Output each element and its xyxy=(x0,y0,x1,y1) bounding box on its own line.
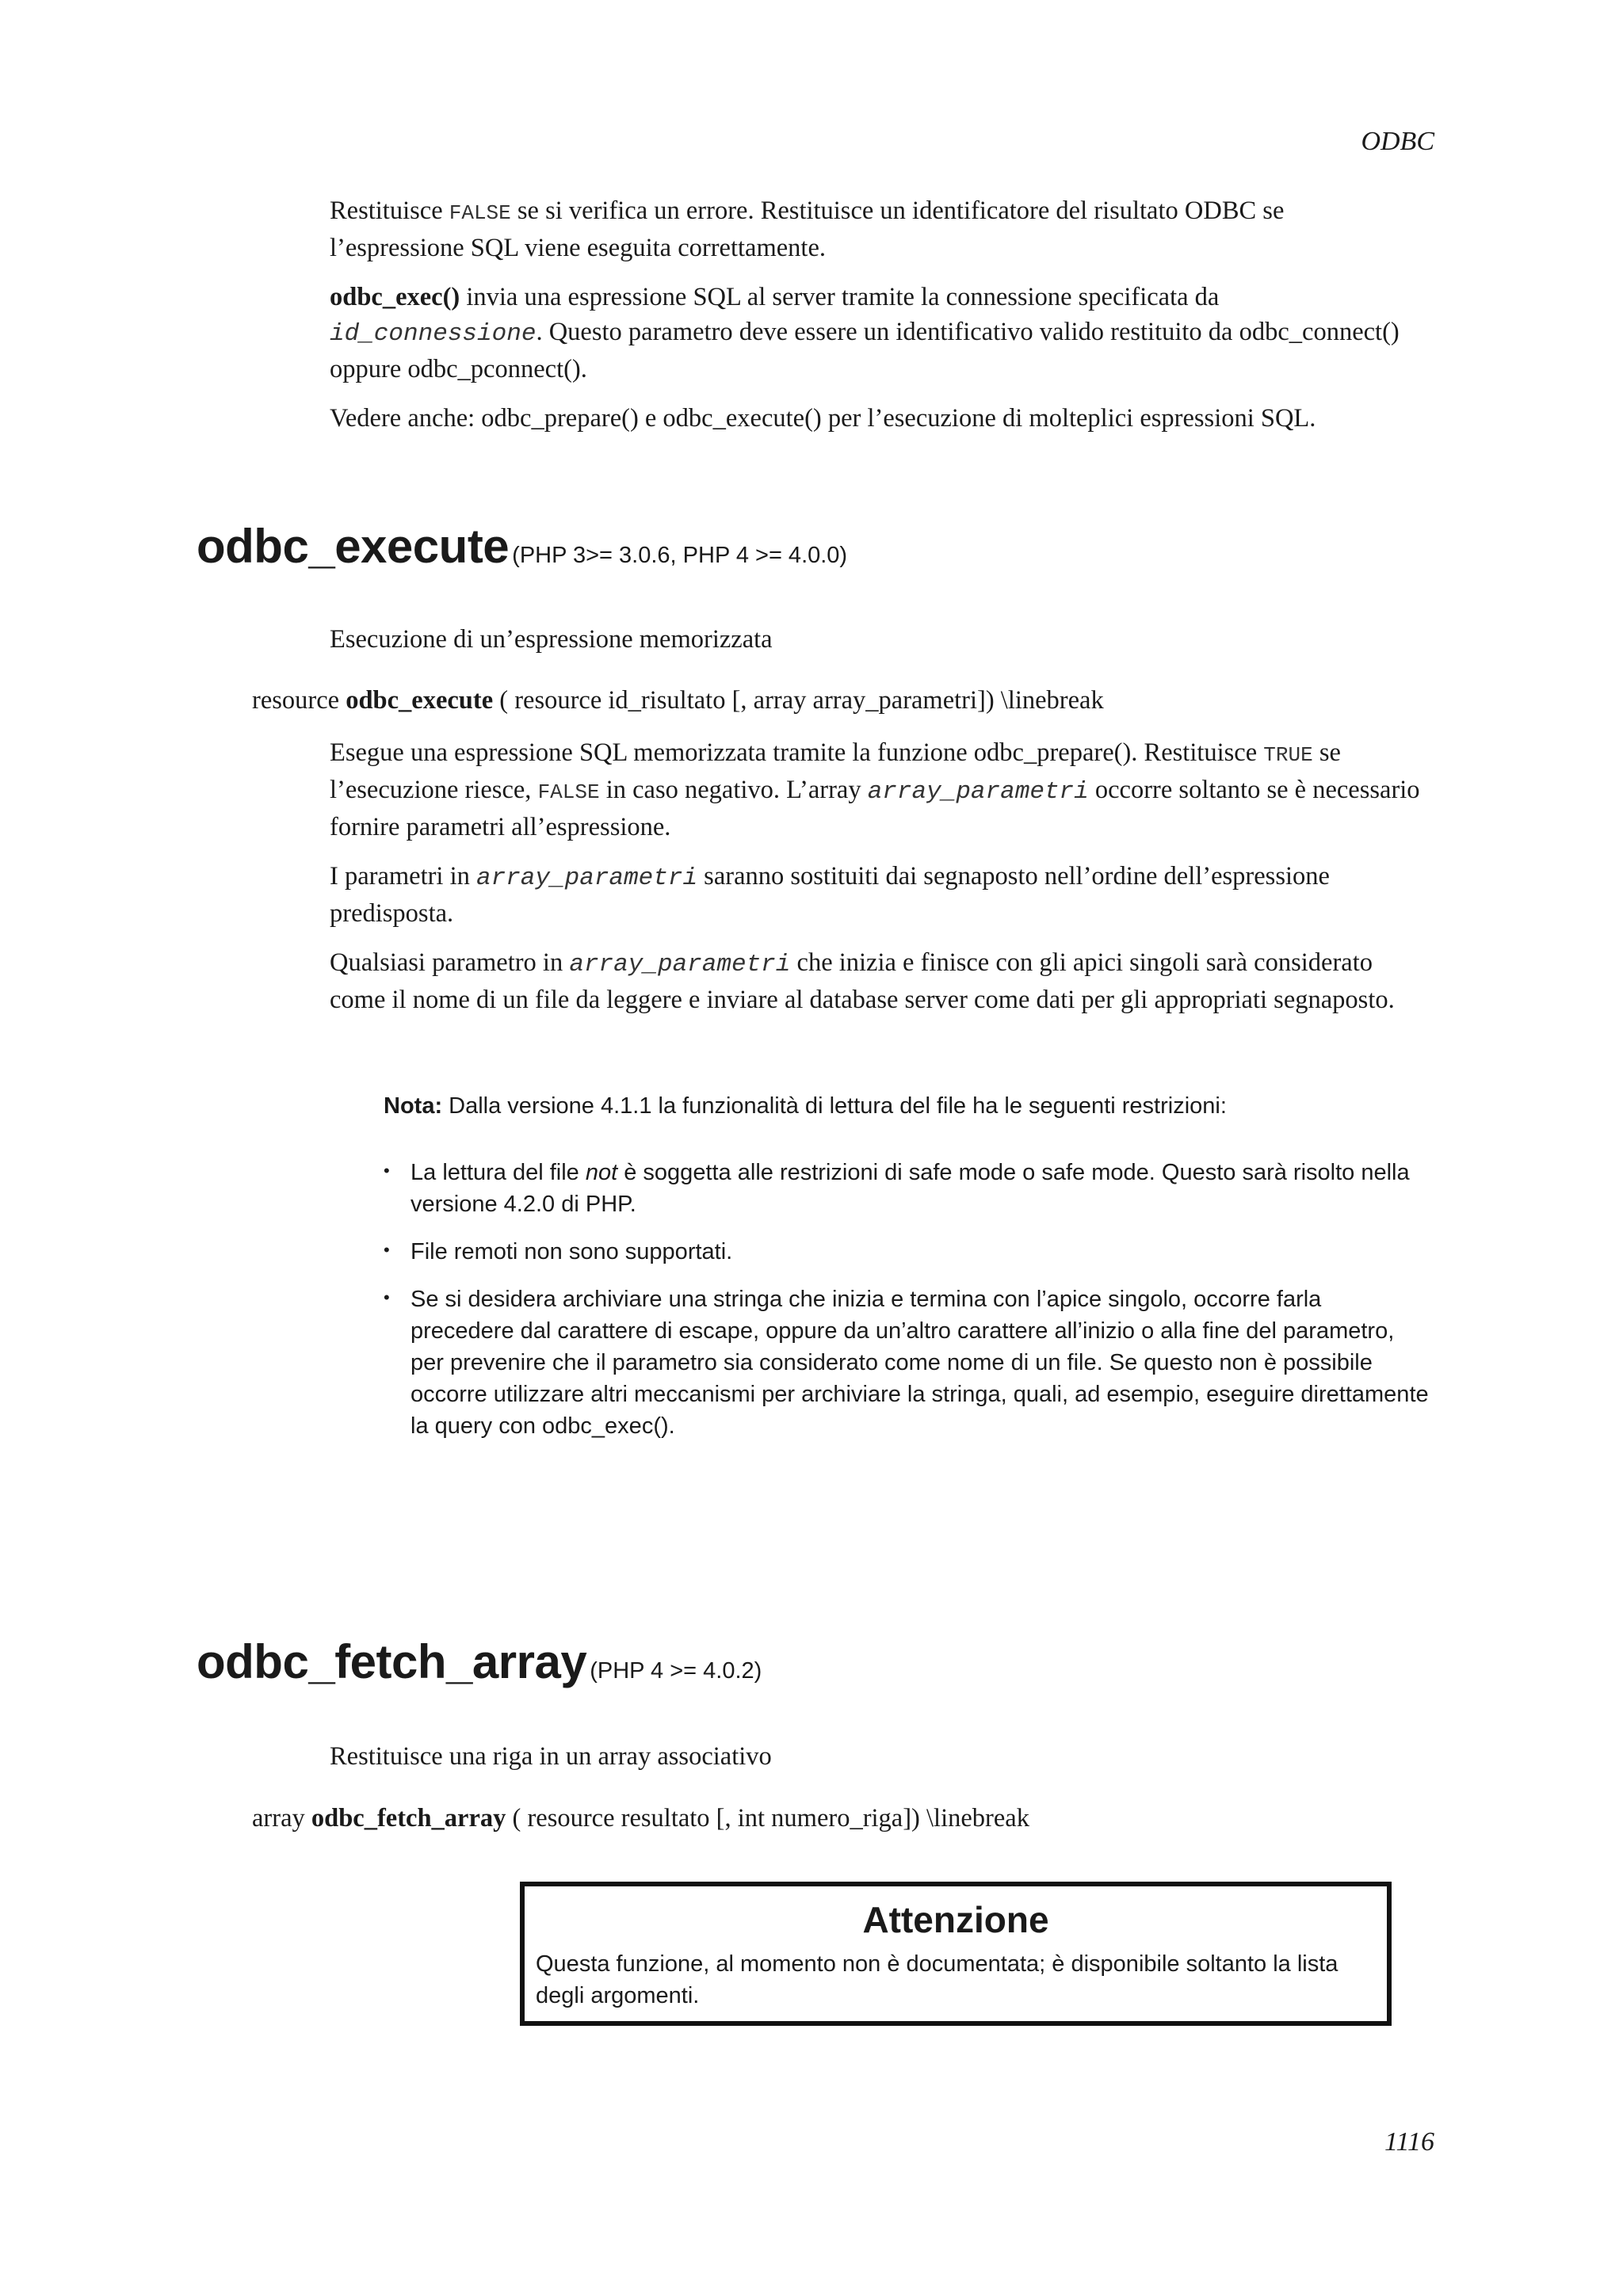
bullet-icon: • xyxy=(384,1240,390,1260)
list-item: • File remoti non sono supportati. xyxy=(384,1236,1430,1268)
parameter-ref: array_parametri xyxy=(569,951,791,978)
constant-true: TRUE xyxy=(1263,743,1313,767)
parameter-ref: array_parametri xyxy=(867,778,1089,806)
odbc-execute-purpose: Esecuzione di un’espressione memorizzata xyxy=(330,625,773,654)
parameter-ref: array_parametri xyxy=(476,864,698,892)
constant-false: FALSE xyxy=(537,780,600,804)
description-paragraph: Esegue una espressione SQL memorizzata tramite la funzione odbc_prepare(). Restituisce TRUE se l’esecuzione riesce, FALSE in caso negativo. L’array array_parametri occorre soltanto se è necessario fornire parametri all’espressione. xyxy=(330,738,1420,841)
warning-box xyxy=(520,1882,1392,2026)
odbc-fetch-array-synopsis: array odbc_fetch_array ( resource resultato [, int numero_riga]) \linebreak xyxy=(252,1804,1029,1833)
function-ref: odbc_exec() xyxy=(330,283,460,311)
odbc-fetch-array-heading xyxy=(197,1634,762,1689)
function-version: (PHP 3>= 3.0.6, PHP 4 >= 4.0.0) xyxy=(512,543,848,568)
odbc-fetch-array-purpose: Restituisce una riga in un array associativo xyxy=(330,1742,772,1771)
warning-title: Attenzione xyxy=(862,1899,1049,1940)
bullet-icon: • xyxy=(384,1287,390,1307)
odbc-execute-synopsis: resource odbc_execute ( resource id_risultato [, array array_parametri]) \linebreak xyxy=(252,686,1104,715)
note-block xyxy=(384,1090,1430,1458)
intro-section xyxy=(330,193,1423,450)
function-version: (PHP 4 >= 4.0.2) xyxy=(590,1658,762,1684)
page-number: 1116 xyxy=(1384,2127,1434,2157)
description-paragraph: I parametri in array_parametri saranno sostituiti dai segnaposto nell’ordine dell’espressione predisposta. xyxy=(330,862,1330,928)
function-name: odbc_fetch_array xyxy=(197,1635,587,1688)
odbc-execute-heading xyxy=(197,519,847,574)
return-value-paragraph: Restituisce FALSE se si verifica un errore. Restituisce un identificatore del risultato ODBC se l’espressione SQL viene eseguita correttamente. xyxy=(330,196,1285,262)
note-label: Nota: xyxy=(384,1093,443,1119)
bullet-icon: • xyxy=(384,1161,390,1180)
see-also-paragraph: Vedere anche: odbc_prepare() e odbc_execute() per l’esecuzione di molteplici espressioni SQL. xyxy=(330,404,1316,433)
odbc-execute-description xyxy=(330,735,1423,1032)
parameter-ref: id_connessione xyxy=(330,320,537,348)
list-item: • Se si desidera archiviare una stringa che inizia e termina con l’apice singolo, occorre farla precedere dal carattere di escape, oppure da un’altro carattere all’inizio o alla fine del parametro, per prevenire che il parametro sia considerato come nome di un file. Se questo non è possibile occorre utilizzare altri meccanismi per archiviare la stringa, quali, ad esempio, eseguire direttamente la query con odbc_exec(). xyxy=(384,1283,1430,1442)
description-paragraph: Qualsiasi parametro in array_parametri che inizia e finisce con gli apici singoli sarà considerato come il nome di un file da leggere e inviare al database server come dati per gli appropriati segnaposto. xyxy=(330,948,1395,1014)
running-header: ODBC xyxy=(1361,127,1434,156)
warning-text: Questa funzione, al momento non è documentata; è disponibile soltanto la lista degli argomenti. xyxy=(536,1951,1338,2008)
constant-false: FALSE xyxy=(449,201,511,225)
note-intro: Nota: Dalla versione 4.1.1 la funzionalità di lettura del file ha le seguenti restrizioni: xyxy=(384,1093,1227,1119)
list-item: • La lettura del file not è soggetta alle restrizioni di safe mode o safe mode. Questo sarà risolto nella versione 4.2.0 di PHP. xyxy=(384,1157,1430,1220)
description-paragraph: odbc_exec() invia una espressione SQL al server tramite la connessione specificata da id_connessione. Questo parametro deve essere un identificativo valido restituito da odbc_connect() oppure odbc_pconnect(). xyxy=(330,283,1400,383)
restriction-list xyxy=(384,1157,1430,1442)
function-name: odbc_execute xyxy=(197,520,510,573)
